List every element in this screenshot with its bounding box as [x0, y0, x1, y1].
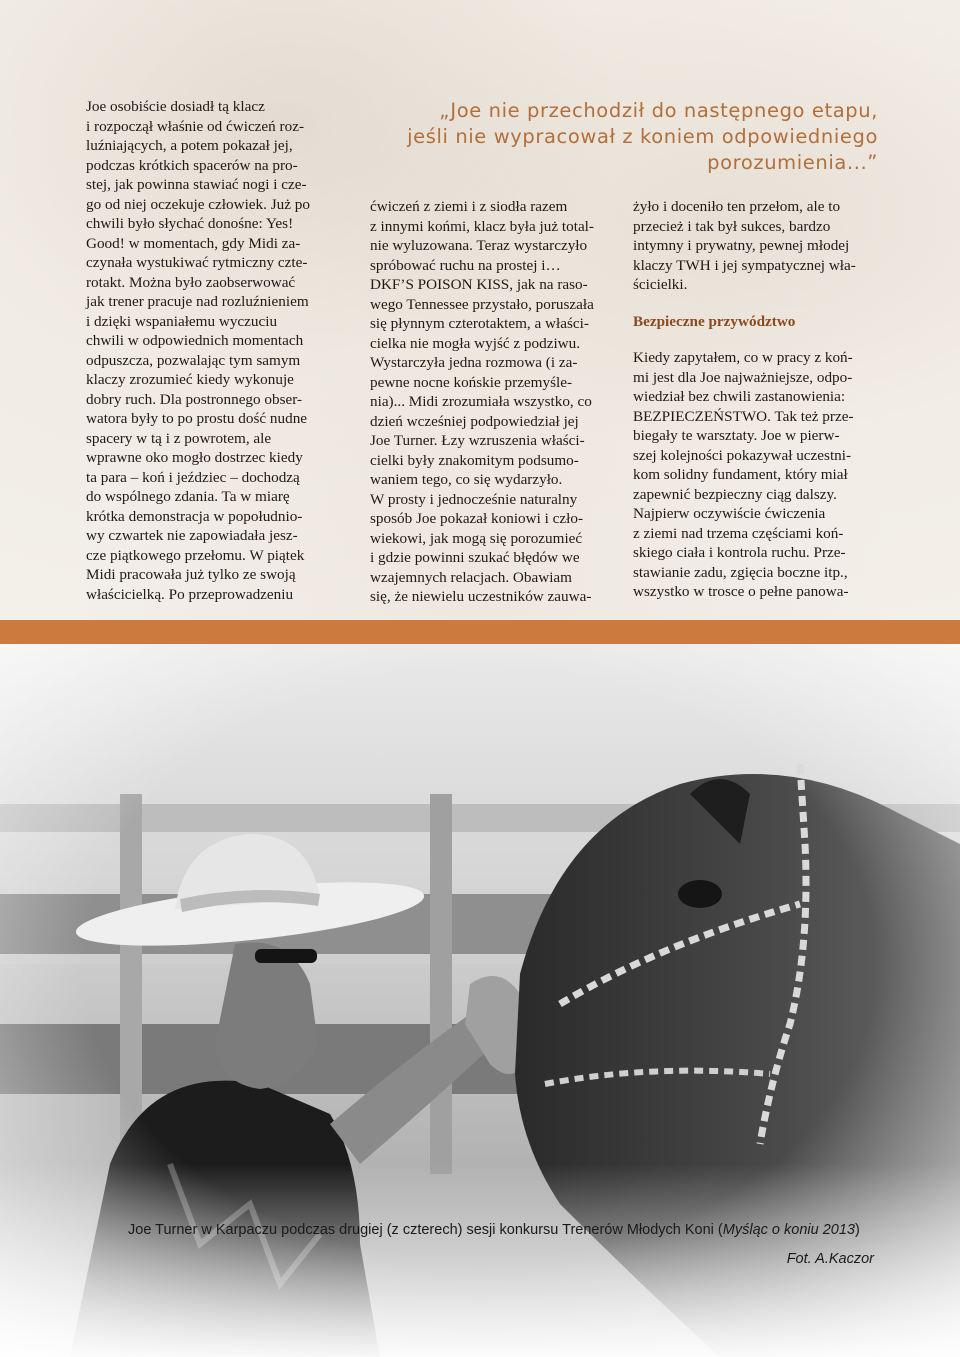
pull-quote-text: „Joe nie przechodził do następnego etapu, jeśli nie wypracował z koniem odpowiedniego porozumienia...” [407, 99, 878, 174]
photo-credit: Fot. A.Kaczor [786, 1251, 874, 1267]
caption-close: ) [854, 1222, 860, 1238]
accent-stripe [0, 620, 960, 644]
article-paragraph: Joe osobiście dosiadł tą klacz i rozpoczął właśnie od ćwiczeń roz- luźniających, a potem pokazał jej, podczas krótkich spacerów na pro- stej, jak powinna stawiać nogi i cze- go od niej oczekuje człowiek. Już po chwili było słychać donośne: Yes! Good! w momentach, gdy Midi za- czynała wystukiwać rytmiczny czte- rotakt. Można było zaobserwować jak trener pracuje nad rozluźnieniem i dzięki wspaniałemu wyczuciu chwili w odpowiednich momentach odpuszcza, pozwalając tym samym klaczy zrozumieć kiedy wykonuje dobry ruch. Dla postronnego obser- watora były to po prostu dość nudne spacery w tą i z powrotem, ale wprawne oko mogło dostrzec kiedy ta para – koń i jeździec – dochodzą do wspólnego zdania. Ta w miarę krótka demonstracja w popołudnio- wy czwartek nie zapowiadała jesz- cze piątkowego przełomu. W piątek Midi pracowała już tylko ze swoją właścicielką. Po przeprowadzeniu [86, 98, 310, 603]
article-paragraph: Kiedy zapytałem, co w pracy z koń- mi jest dla Joe najważniejsze, odpo- wiedział bez chwili zastanowienia: BEZPIECZEŃSTWO. Tak też prze- biegały te warsztaty. Joe w pierw- szej kolejności pokazywał uczestni- kom solidny fundament, który miał zapewnić bezpieczny ciąg dalszy. Najpierw oczywiście ćwiczenia z ziemi nad trzema częściami koń- skiego ciała i kontrola ruchu. Prze- stawianie zadu, zgięcia boczne itp., wszystko w trosce o pełne panowa- [633, 349, 854, 600]
section-heading: Bezpieczne przywództwo [633, 312, 796, 330]
photo-caption [128, 1222, 888, 1238]
article-paragraph: żyło i doceniło ten przełom, ale to przecież i tak był sukces, bardzo intymny i prywatny, pewnej młodej klaczy TWH i jej sympatycznej wła- ścicielki. [633, 198, 856, 293]
article-paragraph: ćwiczeń z ziemi i z siodła razem z innymi końmi, klacz była już total- nie wyluzowana. Teraz wystarczyło spróbować ruchu na prostej i… DKF’S POISON KISS, jak na raso- wego Tennessee przystało, poruszała się płynnym czterotaktem, a właści- cielka nie mogła wyjść z podziwu. Wystarczyła jedna rozmowa (i za- pewne nocne końskie przemyśle- nia)... Midi zrozumiała wszystko, co dzień wcześniej podpowiedział jej Joe Turner. Łzy wzruszenia właści- cielki były znakomitym podsumo- waniem tego, co się wydarzyło. W prosty i jednocześnie naturalny sposób Joe pokazał koniowi i czło- wiekowi, jak mogą się porozumieć i gdzie powinni szukać błędów we wzajemnych relacjach. Obawiam się, że niewielu uczestników zauwa- [370, 198, 594, 605]
article-column-1 [86, 97, 332, 604]
article-column-2 [370, 197, 602, 607]
pull-quote [368, 98, 878, 176]
article-column-3 [633, 197, 875, 602]
caption-text: Joe Turner w Karpaczu podczas drugiej (z czterech) sesji konkursu Trenerów Młodych Koni ( [128, 1222, 723, 1238]
caption-source: Myśląc o koniu 2013 [722, 1222, 855, 1238]
